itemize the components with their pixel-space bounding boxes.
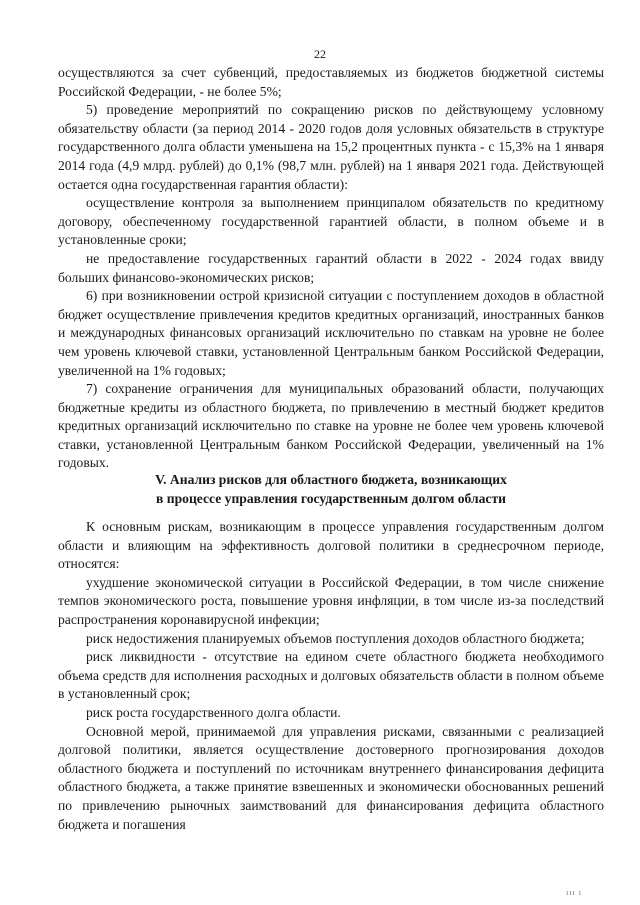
paragraph-item-5: 5) проведение мероприятий по сокращению рисков по действующему условному обязательству области (за период 2014 - 2020 годов доля условных обязательств в структуре государственного долга области уменьшена на 15,2 процентных пункта - с 15,3% на 1 января 2014 года (4,9 млрд. рублей) до 0,1% (98,7 млн. рублей) на 1 января 2021 года. Действующей остается одна государственная гарантия области): bbox=[58, 102, 604, 192]
paragraph-item-6: 6) при возникновении острой кризисной ситуации с поступлением доходов в областной бюджет осуществление привлечения кредитов кредитных организаций, иностранных банков и международных финансовых организаций исключительно по ставкам на уровне не более чем уровень ключевой ставки, установленной Центральным банком Российской Федерации, увеличенной на 1% годовых; bbox=[58, 288, 604, 378]
paragraph-no-guarantees: не предоставление государственных гарантий области в 2022 - 2024 годах ввиду больших финансово-экономических рисков; bbox=[58, 250, 604, 285]
paragraph-item-7: 7) сохранение ограничения для муниципальных образований области, получающих бюджетные кредиты из областного бюджета, по привлечению в местный бюджет кредитов кредитных организаций исключительно по ставке на уровне не более чем уровень ключевой ставки, установленной Центральным банком Российской Федерации, увеличенный на 1% годовых. bbox=[58, 381, 604, 471]
section-heading bbox=[58, 471, 604, 508]
paragraph-risk-debt-growth: риск роста государственного долга области. bbox=[86, 704, 341, 720]
paragraph-control: осуществление контроля за выполнением принципалом обязательств по кредитному договору, обеспеченному государственной гарантией области, в полном объеме и в установленные сроки; bbox=[58, 195, 604, 248]
paragraph-main-measure: Основной мерой, принимаемой для управления рисками, связанными с реализацией долговой политики, является осуществление достоверного прогнозирования доходов областного бюджета и поступлений по источникам внутреннего финансирования дефицита областного бюджета, а также принятие взвешенных и экономически обоснованных решений по привлечению рыночных заимствований для финансирования дефицита областного бюджета и погашения bbox=[58, 723, 604, 832]
section-heading-line-2: в процессе управления государственным долгом области bbox=[156, 490, 506, 506]
paragraph-risk-revenue: риск недостижения планируемых объемов поступления доходов областного бюджета; bbox=[86, 630, 585, 646]
footer-mark: ııı ı bbox=[566, 888, 582, 897]
bottom-text-block bbox=[58, 518, 604, 834]
paragraph-main-risks: К основным рискам, возникающим в процессе управления государственным долгом области и влияющим на эффективность долговой политики в среднесрочном периоде, относятся: bbox=[58, 519, 604, 572]
paragraph-risk-economy: ухудшение экономической ситуации в Российской Федерации, в том числе снижение темпов экономического роста, повышение уровня инфляции, в том числе из-за последствий распространения коронавирусной инфекции; bbox=[58, 574, 604, 627]
section-heading-line-1: V. Анализ рисков для областного бюджета, возникающих bbox=[155, 472, 507, 487]
top-text-block bbox=[58, 64, 604, 473]
paragraph-continuation: осуществляются за счет субвенций, предоставляемых из бюджетов бюджетной системы Российской Федерации, - не более 5%; bbox=[58, 65, 604, 99]
page-number: 22 bbox=[314, 47, 326, 61]
paragraph-risk-liquidity: риск ликвидности - отсутствие на едином счете областного бюджета необходимого объема средств для исполнения расходных и долговых обязательств области в полном объеме в установленный срок; bbox=[58, 649, 604, 702]
